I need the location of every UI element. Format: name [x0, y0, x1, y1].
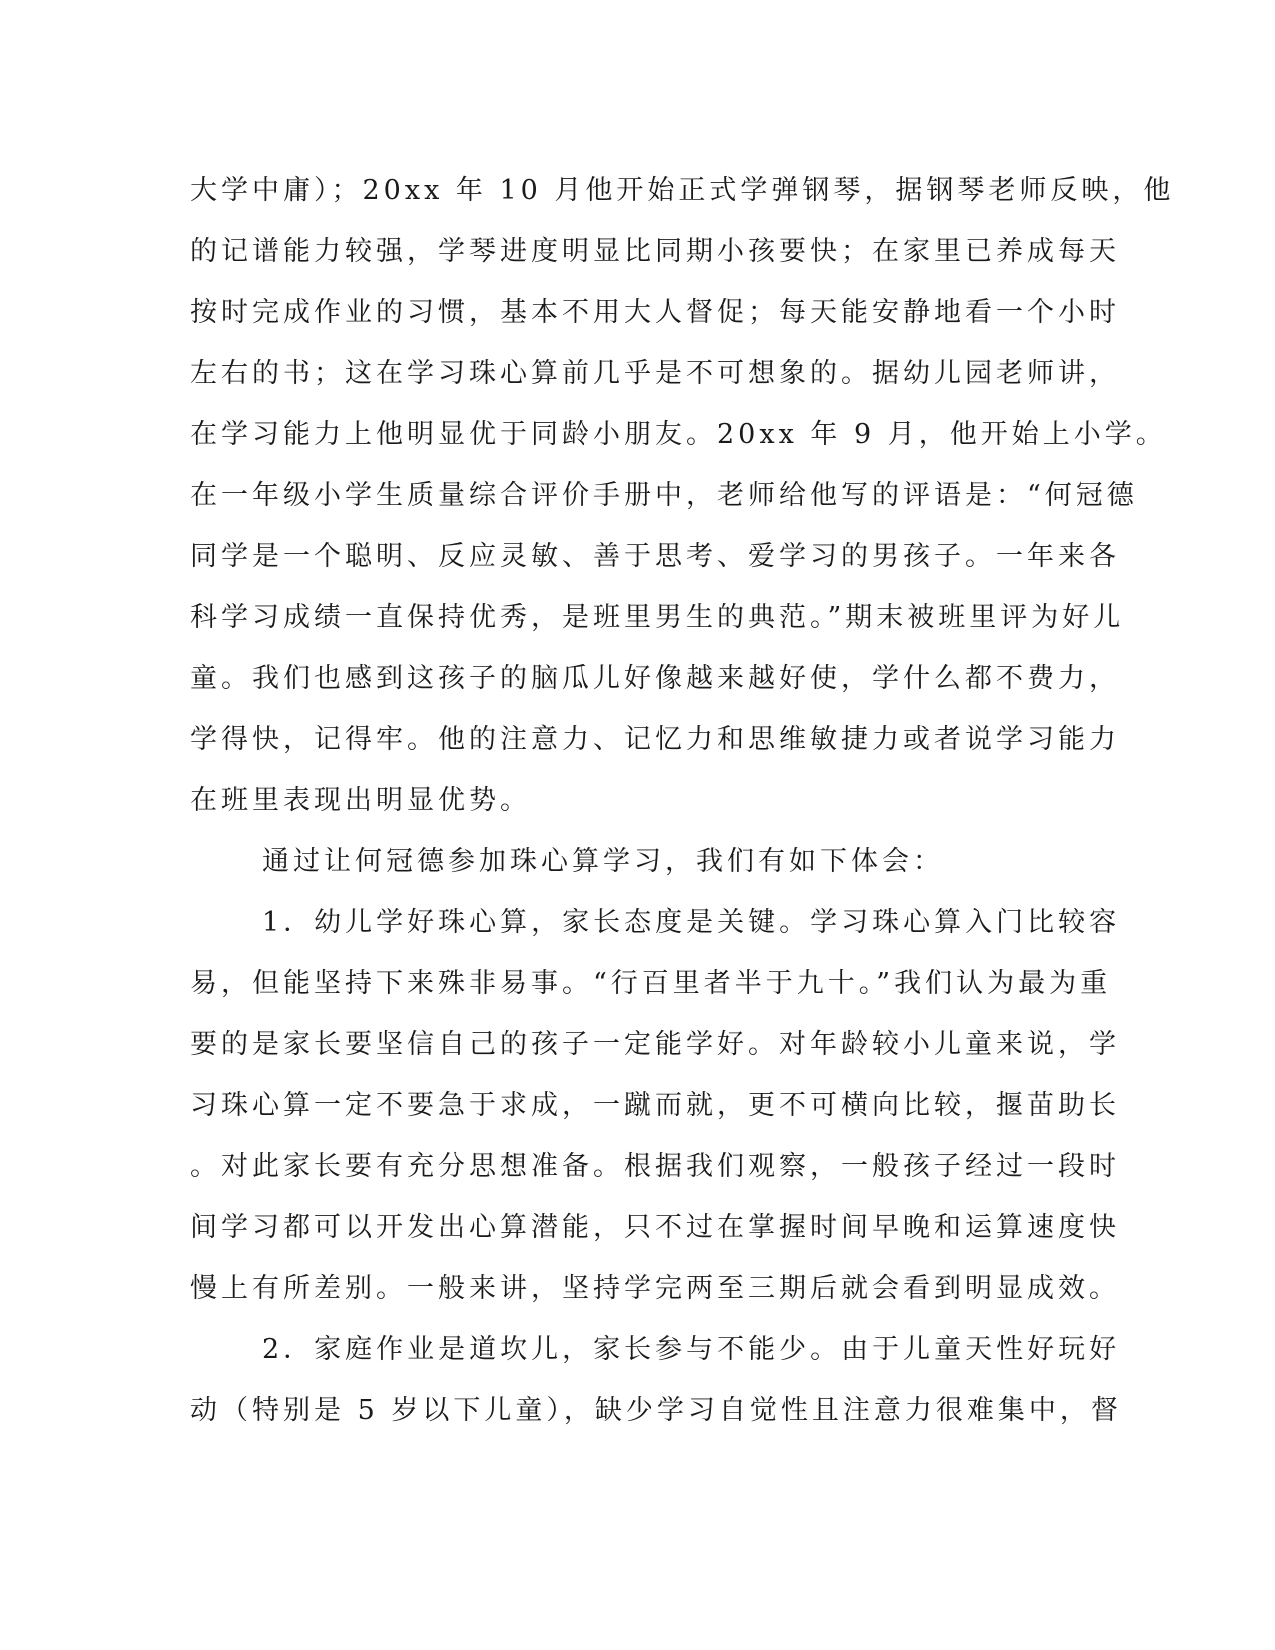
text-line: 习珠心算一定不要急于求成，一蹴而就，更不可横向比较，揠苗助长 [190, 1090, 1120, 1121]
text-line: 童。我们也感到这孩子的脑瓜儿好像越来越好使，学什么都不费力， [190, 663, 1120, 694]
text-line: 科学习成绩一直保持优秀，是班里男生的典范。”期末被班里评为好儿 [190, 602, 1125, 633]
point-1-heading-line: 1．幼儿学好珠心算，家长态度是关键。学习珠心算入门比较容 [262, 907, 1121, 938]
text-line: 在一年级小学生质量综合评价手册中，老师给他写的评语是：“何冠德 [190, 480, 1138, 511]
text-line: 在班里表现出明显优势。 [190, 785, 531, 816]
paragraph-intro-line: 通过让何冠德参加珠心算学习，我们有如下体会： [262, 846, 944, 877]
text-line: 动（特别是 5 岁以下儿童），缺少学习自觉性且注意力很难集中，督 [190, 1395, 1122, 1426]
text-line: 间学习都可以开发出心算潜能，只不过在掌握时间早晚和运算速度快 [190, 1212, 1120, 1243]
text-line: 大学中庸）；20xx 年 10 月他开始正式学弹钢琴，据钢琴老师反映，他 [190, 175, 1175, 206]
text-line: 同学是一个聪明、反应灵敏、善于思考、爱学习的男孩子。一年来各 [190, 541, 1120, 572]
point-2-heading-line: 2．家庭作业是道坎儿，家长参与不能少。由于儿童天性好玩好 [262, 1334, 1121, 1365]
text-line: 的记谱能力较强，学琴进度明显比同期小孩要快；在家里已养成每天 [190, 236, 1120, 267]
text-line: 按时完成作业的习惯，基本不用大人督促；每天能安静地看一个小时 [190, 297, 1120, 328]
text-line: 学得快，记得牢。他的注意力、记忆力和思维敏捷力或者说学习能力 [190, 724, 1120, 755]
text-line: 在学习能力上他明显优于同龄小朋友。20xx 年 9 月，他开始上小学。 [190, 419, 1167, 450]
text-line: 。对此家长要有充分思想准备。根据我们观察，一般孩子经过一段时 [190, 1151, 1120, 1182]
text-line: 易，但能坚持下来殊非易事。“行百里者半于九十。”我们认为最为重 [190, 968, 1112, 999]
text-line: 左右的书；这在学习珠心算前几乎是不可想象的。据幼儿园老师讲， [190, 358, 1120, 389]
text-line: 要的是家长要坚信自己的孩子一定能学好。对年龄较小儿童来说，学 [190, 1029, 1120, 1060]
body-text [190, 160, 1175, 1441]
text-line: 慢上有所差别。一般来讲，坚持学完两至三期后就会看到明显成效。 [190, 1273, 1120, 1304]
